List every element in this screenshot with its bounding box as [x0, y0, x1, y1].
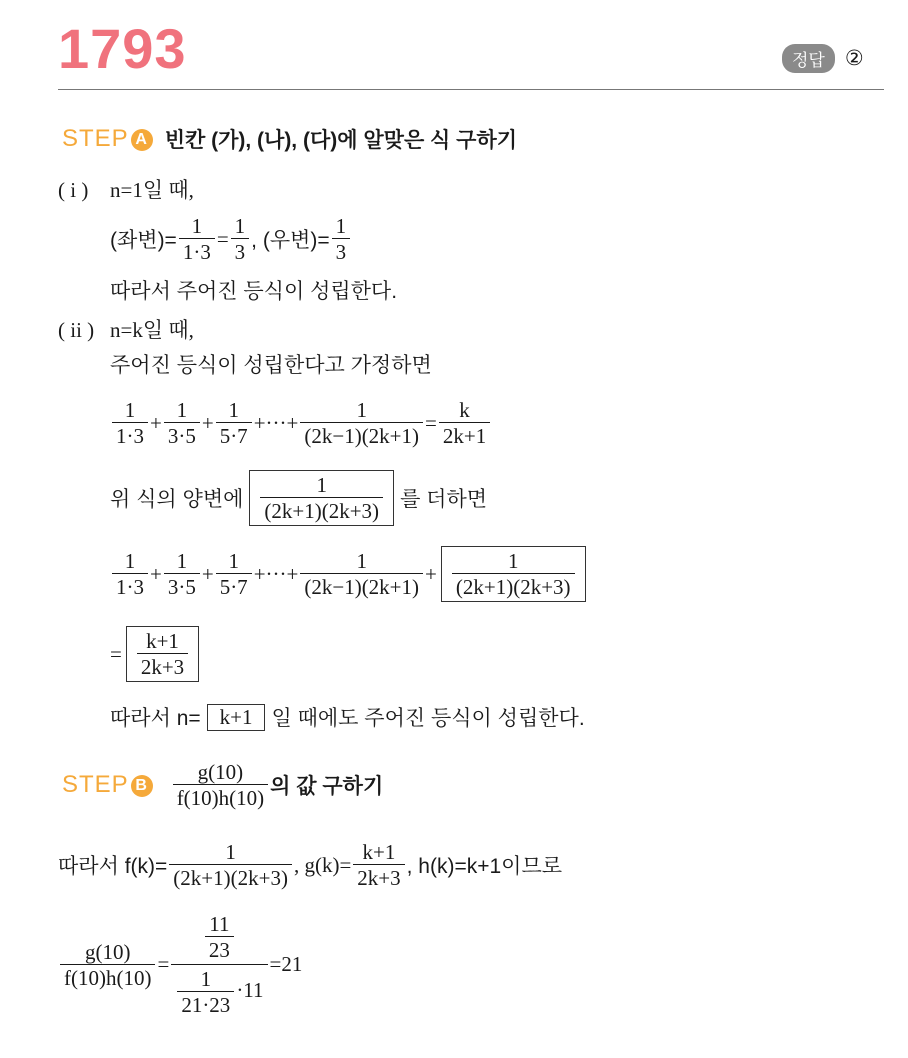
answer-badge: 정답 — [782, 44, 835, 73]
final-calculation: $\frac{g(10)}{f(10)h(10)}$ = $\frac{11}{23}$ $\frac{1}{21\cdot 23}$ ·11 =21 — [58, 912, 302, 1017]
g-prefix: , g(k)= — [293, 852, 352, 877]
frac: $\frac{1}{1\cdot 3}$ — [112, 549, 148, 599]
step-b-heading — [62, 760, 383, 810]
ellipsis: +···+ — [253, 410, 299, 435]
conclusion-line — [58, 840, 562, 890]
compound-frac: $\frac{11}{23}$ $\frac{1}{21\cdot 23}$ ·11 — [171, 912, 267, 1017]
case1-conclusion: 따라서 주어진 등식이 성립한다. — [110, 280, 398, 303]
final-suffix: 일 때에도 주어진 등식이 성립한다. — [271, 707, 585, 730]
answer-area — [782, 44, 864, 73]
case1-condition: n=1일 때, — [110, 178, 194, 202]
problem-number: 1793 — [58, 17, 187, 80]
equals: = — [110, 641, 122, 666]
add-prefix: 위 식의 양변에 — [110, 488, 244, 511]
blank-ga-box — [249, 470, 394, 526]
frac: $\frac{1}{21\cdot 23}$ — [177, 967, 234, 1017]
step-a-letter-icon: A — [131, 129, 153, 151]
result: =21 — [269, 952, 303, 976]
frac: $\frac{1}{5\cdot 7}$ — [216, 549, 252, 599]
case2-add-line — [110, 470, 487, 526]
frac: $\frac{1}{(2k+1)(2k+3)}$ — [452, 549, 575, 599]
final-prefix: 따라서 n= — [110, 707, 201, 730]
case1-equation — [110, 214, 352, 264]
answer-value: ② — [844, 47, 864, 70]
case2-final — [110, 702, 585, 732]
add-suffix: 를 더하면 — [400, 488, 488, 511]
frac: $\frac{1}{(2k+1)(2k+3)}$ — [260, 473, 383, 523]
step-a-heading — [62, 124, 517, 154]
case2-equation-2: $\frac{1}{1\cdot 3}$ + $\frac{1}{3\cdot 5}$ + $\frac{1}{5\cdot 7}$ +···+ $\frac{1}{(2k-1)(2k+1)}$ + $\frac{1}{(2k+1)(2k+3)}$ — [110, 546, 586, 602]
frac: $\frac{1}{3\cdot 5}$ — [164, 549, 200, 599]
case2-assumption: 주어진 등식이 성립한다고 가정하면 — [110, 354, 432, 377]
step-b-label: STEP B — [62, 771, 153, 799]
step-b-letter-icon: B — [131, 775, 153, 797]
h-definition: , h(k)=k+1이므로 — [406, 855, 563, 878]
rhs-label: , (우변)= — [251, 229, 330, 252]
blank-ga-box-2 — [441, 546, 586, 602]
frac: $\frac{k+1}{2k+3}$ — [353, 840, 404, 890]
step-b-title — [171, 760, 384, 810]
frac: $\frac{1}{(2k-1)(2k+1)}$ — [300, 549, 423, 599]
conclusion-prefix: 따라서 f(k)= — [58, 855, 168, 878]
frac: $\frac{k+1}{2k+3}$ — [137, 629, 188, 679]
case2-equation-3 — [110, 626, 199, 682]
blank-da-box: k+1 — [207, 704, 266, 731]
frac: $\frac{1}{5\cdot 7}$ — [216, 398, 252, 448]
step-b-title-suffix: 의 값 구하기 — [270, 775, 384, 798]
lhs-label: (좌변)= — [110, 229, 177, 252]
frac: $\frac{k}{2k+1}$ — [439, 398, 490, 448]
case2-marker: ( ii ) — [58, 318, 95, 342]
frac: $\frac{11}{23}$ — [205, 912, 234, 962]
frac: $\frac{1}{3}$ — [231, 214, 250, 264]
frac: $\frac{g(10)}{f(10)h(10)}$ — [173, 760, 268, 810]
frac: $\frac{1}{1\cdot 3}$ — [112, 398, 148, 448]
frac: $\frac{1}{(2k+1)(2k+3)}$ — [169, 840, 292, 890]
header-rule — [58, 89, 884, 90]
ellipsis: +···+ — [253, 561, 299, 586]
frac: $\frac{1}{1\cdot 3}$ — [179, 214, 215, 264]
frac: $\frac{g(10)}{f(10)h(10)}$ — [60, 940, 155, 990]
equals: = — [216, 226, 229, 251]
case1-marker: ( i ) — [58, 178, 89, 202]
step-a-label: STEP A — [62, 125, 153, 153]
case2-equation-1: $\frac{1}{1\cdot 3}$ + $\frac{1}{3\cdot 5}$ + $\frac{1}{5\cdot 7}$ +···+ $\frac{1}{(2k-1)(2k+1)}$ = $\frac{k}{2k+1}$ — [110, 398, 492, 448]
step-a-title: 빈칸 (가), (나), (다)에 알맞은 식 구하기 — [164, 129, 518, 152]
frac: $\frac{1}{3\cdot 5}$ — [164, 398, 200, 448]
frac: $\frac{1}{3}$ — [332, 214, 351, 264]
blank-na-box — [126, 626, 199, 682]
case2-condition: n=k일 때, — [110, 318, 194, 342]
frac: $\frac{1}{(2k-1)(2k+1)}$ — [300, 398, 423, 448]
